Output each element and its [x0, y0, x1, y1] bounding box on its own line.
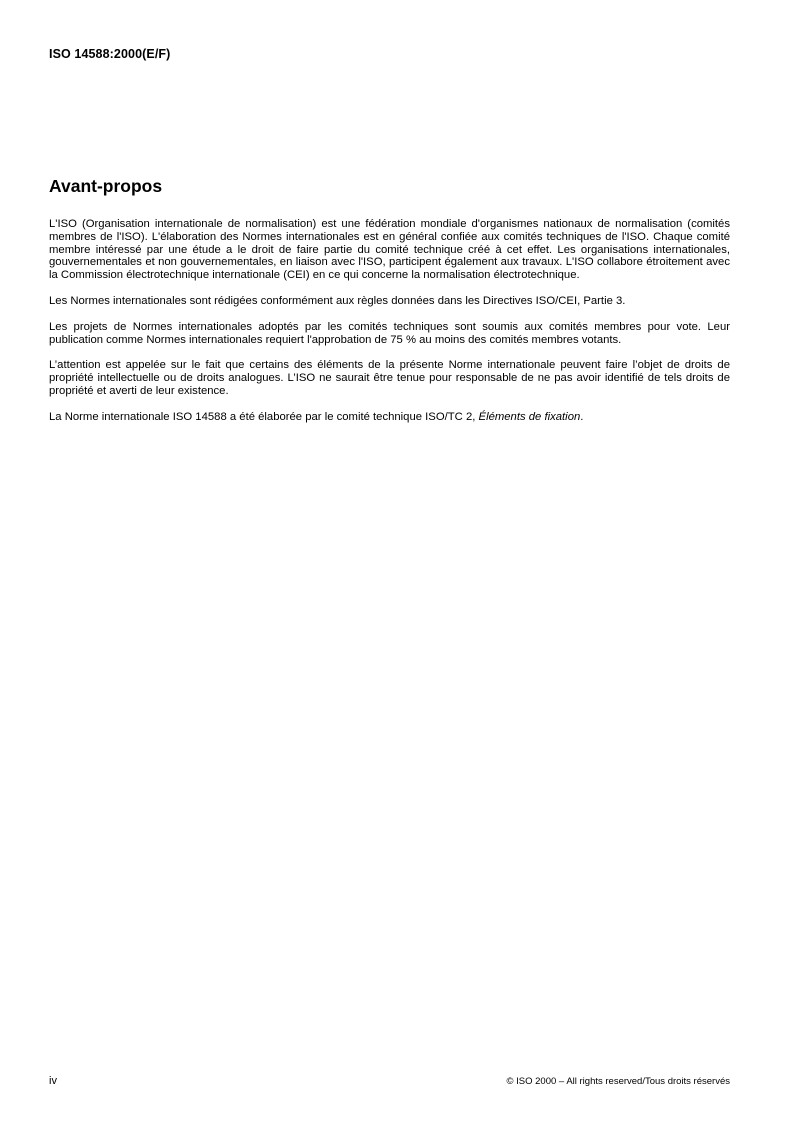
- committee-text: La Norme internationale ISO 14588 a été élaborée par le comité technique ISO/TC 2,: [49, 410, 479, 423]
- section-title: Avant-propos: [49, 176, 163, 196]
- paragraph-voting: Les projets de Normes internationales adoptés par les comités techniques sont soumis aux comités membres pour vote. Leur publication comme Normes internationales requiert l'approbation de 75 % au moins des comités membres votants.: [49, 320, 730, 346]
- committee-subject: Éléments de fixation: [478, 410, 581, 423]
- paragraph-patent-rights: L’attention est appelée sur le fait que certains des éléments de la présente Norme internationale peuvent faire l’objet de droits de propriété intellectuelle ou de droits analogues. L’ISO ne saurait être tenue pour responsable de ne pas avoir identifié de tels droits de propriété et averti de leur existence.: [49, 359, 730, 397]
- paragraph-directives: Les Normes internationales sont rédigées conformément aux règles données dans les Directives ISO/CEI, Partie 3.: [49, 294, 626, 307]
- page-number: iv: [49, 1075, 57, 1087]
- paragraph-committee: [49, 411, 730, 424]
- paragraph-iso-organisation: L'ISO (Organisation internationale de normalisation) est une fédération mondiale d'organismes nationaux de normalisation (comités membres de l'ISO). L'élaboration des Normes internationales est en général confiée aux comités techniques de l'ISO. Chaque comité membre intéressé par une étude a le droit de faire partie du comité technique créé à cet effet. Les organisations internationales, gouvernementales et non gouvernementales, en liaison avec l'ISO, participent également aux travaux. L'ISO collabore étroitement avec la Commission électrotechnique internationale (CEI) en ce qui concerne la normalisation électrotechnique.: [49, 218, 730, 282]
- foreword-body: [49, 218, 730, 437]
- document-reference: ISO 14588:2000(E/F): [49, 47, 171, 61]
- copyright-notice: © ISO 2000 – All rights reserved/Tous droits réservés: [506, 1076, 730, 1087]
- committee-period: .: [580, 410, 584, 423]
